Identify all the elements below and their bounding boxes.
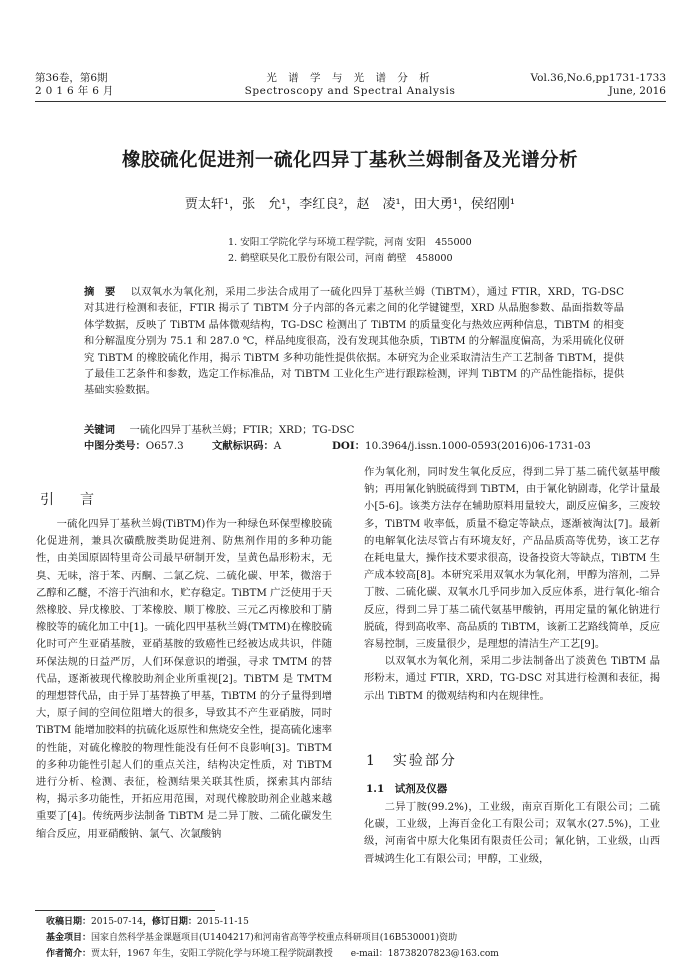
clc-label: 中图分类号： [84,440,146,452]
author-list: 贾太轩¹，张 允¹，李红良²，赵 凌¹，田大勇¹，侯绍刚¹ [184,197,516,212]
header-rule [35,101,666,102]
keywords [84,422,624,438]
received-label: 收稿日期： [46,917,92,927]
received-date: 2015-07-14 [91,917,143,927]
journal-name-cn: 光 谱 学 与 光 谱 分 析 [266,72,434,84]
intro-paragraph-1-cont: 作为氧化剂，同时发生氧化反应，得到二异丁基二硫代氨基甲酸钠；再用氰化钠脱硫得到 TiBTM，由于氰化钠剧毒，化学计量最小[5-6]。该类方法存在辅助原料用量较大，副反应偏多，三废较多，TiBTM 收率低，质量不稳定等缺点，逐渐被淘汰[7]。最新的电解氧化法尽管占有环境友好，产品品质高等优势，该工艺存在耗电量大，操作技术要求很高，设备投资大等缺点，TiBTM 生产成本较高[8]。本研究采用双氧水为氧化剂，甲醇为溶剂，二异丁胺、二硫化碳、双氧水几乎同步加入反应体系，进行氧化-缩合反应，得到二异丁基二硫代氨基甲酸钠，再用定量的氰化钠进行脱硫，得到高收率、高品质的 TiBTM，该新工艺路线简单，反应容易控制，三废量很少，是理想的清洁生产工艺[9]。 [364,466,660,651]
doi [332,438,591,454]
affiliation-1: 1. 安阳工学院化学与环境工程学院，河南 安阳 455000 [228,237,472,248]
intro-left-column [36,516,332,843]
author-bio-text: 贾太轩，1967 年生，安阳工学院化学与环境工程学院副教授 e-mail：18738207823@163.com [91,949,499,959]
section-1-text [364,799,660,868]
vol-pages-label: Vol.36,No.6,pp1731-1733 [530,72,666,84]
volume-label: 第36卷，第6期 [35,72,108,84]
author-bio-label: 作者简介： [46,949,92,959]
footnote-rule [35,910,215,911]
fund-line [46,930,666,946]
author-bio-line [46,946,666,962]
revised-date: 2015-11-15 [196,917,249,927]
footnote [46,914,666,962]
intro-paragraph-2: 以双氧水为氧化剂，采用二步法制备出了淡黄色 TiBTM 晶形粉末，通过 FTIR，XRD，TG-DSC 对其进行检测和表征，揭示出 TiBTM 的微观结构和内在规律性。 [364,655,660,702]
revised-label: ，修订日期： [142,917,197,927]
abstract-label: 摘 要 [84,286,116,298]
journal-name-en: Spectroscopy and Spectral Analysis [244,85,456,97]
subsection-1-1-heading: 1.1 试剂及仪器 [366,783,448,795]
doc-label: 文献标识码： [212,440,274,452]
keywords-label: 关键词 [84,424,115,436]
date-label: 2016年6月 [35,85,118,97]
month-year-label: June, 2016 [608,85,666,97]
reagents-paragraph: 二异丁胺(99.2%)，工业级，南京百斯化工有限公司；二硫化碳，工业级，上海百金化工有限公司；双氧水(27.5%)，工业级，河南省中原大化集团有限责任公司；氰化钠，工业级，山西晋城鸿生化工有限公司；甲醇，工业级， [364,801,660,865]
doi-label: DOI： [332,440,366,452]
doi-value[interactable]: 10.3964/j.issn.1000-0593(2016)06-1731-03 [365,440,591,452]
received-line [46,914,666,930]
journal-name [200,72,500,98]
clc-number [84,438,184,454]
doc-value: A [273,440,282,452]
affiliation-2: 2. 鹤壁联昊化工股份有限公司，河南 鹤壁 458000 [228,253,453,264]
journal-volume-issue [35,72,117,98]
fund-label: 基金项目： [46,933,92,943]
affiliations [228,235,472,267]
journal-pages [531,72,666,98]
abstract-text: 以双氧水为氧化剂，采用二步法合成用了一硫化四异丁基秋兰姆（TiBTM），通过 FTIR，XRD，TG-DSC 对其进行检测和表征，FTIR 揭示了 TiBTM 分子内部的各元素之间的化学键键型，XRD 从晶胞参数、晶面指数等晶体学数据，反映了 TiBTM 晶体微观结构，TG-DSC 检测出了 TiBTM 的质量变化与热效应两种信息，TiBTM 的相变和分解温度分别为 75.1 和 287.0 ℃，样品纯度很高，没有发现其他杂质，TiBTM 的分解温度偏高，为采用硫化仪研究 TiBTM 的橡胶硫化作用，揭示 TiBTM 多种功能性提供依据。本研究为企业采取清洁生产工艺制备 TiBTM，提供了最佳工艺条件和参数，选定工作标准品，对 TiBTM 工业化生产进行跟踪检测，评判 TiBTM 的产品性能指标，提供基础实验数据。 [84,286,624,397]
clc-value: O657.3 [145,440,184,452]
abstract [84,284,624,399]
doc-code [212,438,281,454]
intro-paragraph-1: 一硫化四异丁基秋兰姆(TiBTM)作为一种绿色环保型橡胶硫化促进剂，兼具次磺酰胺类助促进剂、防焦剂作用的多种功能性，由美国原固特里奇公司最早研制开发，呈黄色晶形粉末，无臭、无味，溶于苯、丙酮、二氯乙烷、二硫化碳、甲苯，微溶于乙醇和乙醚，不溶于汽油和水，贮存稳定。TiBTM 广泛使用于天然橡胶、异戊橡胶、丁苯橡胶、顺丁橡胶、三元乙丙橡胶和丁腈橡胶等的硫化加工中[1]。一硫化四甲基秋兰姆(TMTM)在橡胶硫化时可产生亚硝基胺，亚硝基胺的致癌性已经被达成共识，伴随环保法规的日益严厉，人们环保意识的增强，寻求 TMTM 的替代品，逐渐被现代橡胶助剂企业所重视[2]。TiBTM 是 TMTM 的理想替代品，由于异丁基替换了甲基，TiBTM 的分子量得到增大，原子间的空间位阻增大的很多，导致其不产生亚硝胺，同时 TiBTM 能增加胶料的抗硫化返原性和焦烧安全性，提高硫化速率的性能，对硫化橡胶的物理性能没有任何不良影响[3]。TiBTM 的多种功能性引起人们的重点关注，结构决定性质，对 TiBTM 进行分析、检测、表征，检测结果关联其性质，探索其内部结构，揭示多功能性，开拓应用范围，对现代橡胶助剂企业越来越重要了[4]。传统两步法制备 TiBTM 是二异丁胺、二硫化碳发生缩合反应，用亚硝酸钠、氯气、次氯酸钠 [36,518,332,840]
fund-text: 国家自然科学基金课题项目(U1404217)和河南省高等学校重点科研项目(16B530001)资助 [91,933,458,943]
intro-heading: 引 言 [40,492,100,508]
keywords-text: 一硫化四异丁基秋兰姆；FTIR；XRD；TG-DSC [129,424,355,436]
section-1-heading: 1 实验部分 [366,753,457,769]
intro-right-column [364,464,660,705]
paper-title: 橡胶硫化促进剂一硫化四异丁基秋兰姆制备及光谱分析 [121,150,578,171]
